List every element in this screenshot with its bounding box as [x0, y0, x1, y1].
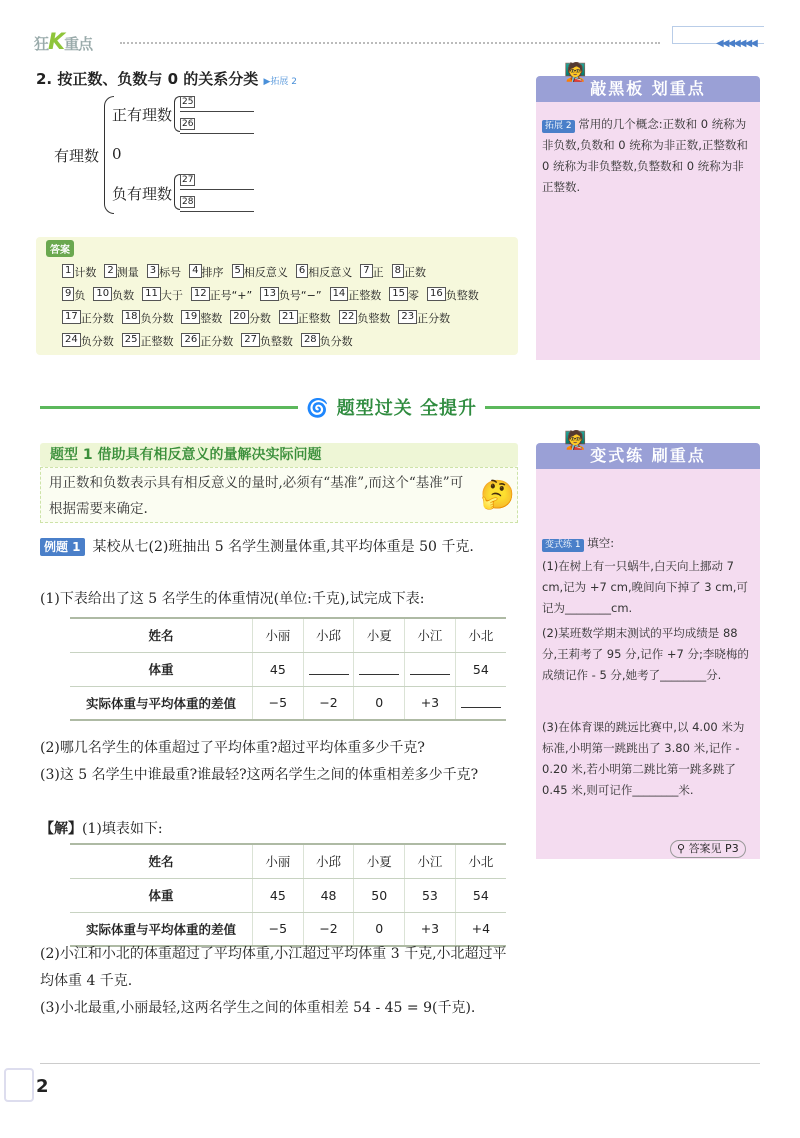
answer-item [62, 287, 85, 303]
section-banner: 🌀 题型过关 全提升 [298, 394, 485, 420]
answer-text: 负数 [112, 289, 135, 302]
answer-text: 零 [408, 289, 420, 302]
type-description: 用正数和负数表示具有相反意义的量时,必须有“基准”,而这个“基准”可根据需要来确定. [40, 467, 518, 523]
answer-number: 7 [360, 264, 372, 278]
answer-item [230, 310, 271, 326]
answer-text: 负号“−” [278, 289, 322, 302]
answer-item [392, 264, 426, 280]
answer-number: 21 [279, 310, 298, 324]
answer-number: 18 [122, 310, 141, 324]
answer-number: 5 [232, 264, 244, 278]
tree-neg: 负有理数 [112, 185, 173, 203]
type-title: 题型 1 借助具有相反意义的量解决实际问题 [40, 443, 518, 467]
answer-text: 正分数 [417, 312, 451, 325]
answer-item [181, 310, 222, 326]
answer-number: 4 [189, 264, 201, 278]
tree-zero: 0 [112, 145, 122, 163]
blank [309, 661, 349, 675]
answer-number: 3 [147, 264, 159, 278]
tree-pos: 正有理数 [112, 106, 173, 124]
answer-item [296, 264, 352, 280]
answer-number: 27 [241, 333, 260, 347]
blank-25: 25 [180, 96, 254, 112]
answer-number: 14 [330, 287, 349, 301]
answer-item [122, 310, 174, 326]
answer-item [360, 264, 383, 280]
answer-text: 正整数 [140, 335, 174, 348]
answer-text: 测量 [116, 266, 139, 279]
answer-number: 17 [62, 310, 81, 324]
answer-item [181, 333, 233, 349]
answer-text: 正数 [404, 266, 426, 279]
answer-number: 15 [389, 287, 408, 301]
thinking-figure-icon: 🤔 [480, 478, 515, 511]
answer-reference: ⚲ 答案见 P3 [670, 840, 746, 858]
answer-text: 正整数 [297, 312, 331, 325]
question-3: (3)这 5 名学生中谁最重?谁最轻?这两名学生之间的体重相差多少千克? [40, 767, 479, 783]
blank-28: 28 [180, 196, 254, 212]
panel-1-tag: 拓展 2 [542, 120, 575, 133]
answer-number: 19 [181, 310, 200, 324]
answer-number: 2 [104, 264, 116, 278]
answer-text: 负整数 [259, 335, 293, 348]
answer-text: 负 [74, 289, 86, 302]
answer-number: 28 [301, 333, 320, 347]
answer-text: 正分数 [200, 335, 234, 348]
practice-3: (3)在体育课的跳远比赛中,以 4.00 米为标准,小明第一跳跳出了 3.80 米,记作 - 0.20 米,若小明第二跳比第一跳多跳了 0.45 米,则可记作________米. [542, 720, 745, 797]
tree-root: 有理数 [54, 147, 100, 165]
answer-item [104, 264, 138, 280]
panel-head-1: 敲黑板 划重点 [536, 76, 760, 102]
answer-item [398, 310, 450, 326]
answer-item [339, 310, 391, 326]
answer-row [62, 310, 458, 326]
blank [410, 661, 450, 675]
question-1: (1)下表给出了这 5 名学生的体重情况(单位:千克),试完成下表: [40, 591, 425, 607]
header-divider [120, 42, 660, 44]
answer-item [427, 287, 479, 303]
answer-number: 16 [427, 287, 446, 301]
answer-item [389, 287, 419, 303]
answer-text: 排序 [201, 266, 224, 279]
blank-26: 26 [180, 118, 254, 134]
answer-text: 负分数 [80, 335, 114, 348]
answer-row [62, 287, 487, 303]
answer-text: 正号“+” [209, 289, 253, 302]
answer-item [147, 264, 181, 280]
panel-head-2: 变式练 刷重点 [536, 443, 760, 469]
question-2: (2)哪几名学生的体重超过了平均体重?超过平均体重多少千克? [40, 740, 425, 756]
example-intro: 例题 1 某校从七(2)班抽出 5 名学生测量体重,其平均体重是 50 千克. [40, 534, 520, 561]
answer-row [62, 264, 434, 280]
solution-1: 【解】(1)填表如下: [40, 821, 163, 837]
practice-tag: 变式练 1 [542, 539, 584, 552]
answer-item [62, 264, 96, 280]
figure-icon: 🧑‍🏫 [564, 62, 587, 83]
answer-number: 13 [260, 287, 279, 301]
panel-1-text: 拓展 2 常用的几个概念:正数和 0 统称为非负数,负数和 0 统称为非正数,正整数和 0 统称为非负整数,负整数和 0 统称为非正整数. [542, 117, 748, 194]
practice-1: (1)在树上有一只蜗牛,白天向上挪动 7 cm,记为 +7 cm,晚间向下掉了 3 cm,可记为________cm. [542, 559, 748, 615]
answer-item [191, 287, 252, 303]
swirl-icon: 🌀 [306, 398, 330, 419]
answer-item [62, 310, 114, 326]
answer-number: 9 [62, 287, 74, 301]
answer-text: 负分数 [319, 335, 353, 348]
answer-number: 26 [181, 333, 200, 347]
answer-text: 正整数 [348, 289, 382, 302]
answer-item [279, 310, 331, 326]
solution-3: (3)小北最重,小丽最轻,这两名学生之间的体重相差 54 - 45 = 9(千克). [40, 1000, 476, 1016]
answer-number: 20 [230, 310, 249, 324]
section-title: 2. 按正数、负数与 0 的关系分类 ▶拓展 2 [36, 70, 297, 88]
answer-number: 12 [191, 287, 210, 301]
weight-table-blank: 姓名 小丽 小邱 小夏 小江 小北 体重 45 54 实际体重与平均体重的差值 −5 −2 0 +3 [70, 617, 506, 721]
answer-text: 计数 [74, 266, 97, 279]
answer-number: 6 [296, 264, 308, 278]
page-number: 2 [36, 1076, 49, 1097]
answer-text: 正 [372, 266, 384, 279]
page-corner-decoration [4, 1068, 34, 1102]
answer-item [330, 287, 382, 303]
answer-item [260, 287, 321, 303]
blank-27: 27 [180, 174, 254, 190]
answer-text: 正分数 [80, 312, 114, 325]
answer-text: 分数 [248, 312, 271, 325]
answer-item [241, 333, 293, 349]
answer-text: 大于 [160, 289, 183, 302]
answer-item [122, 333, 174, 349]
answer-label: 答案 [46, 240, 74, 257]
answer-number: 10 [93, 287, 112, 301]
answer-text: 相反意义 [243, 266, 288, 279]
practice-2: (2)某班数学期末测试的平均成绩是 88 分,王莉考了 95 分,记作 +7 分;李晓梅的成绩记作 - 5 分,她考了________分. [542, 626, 749, 682]
footer-rule [40, 1063, 760, 1064]
answer-item [93, 287, 134, 303]
answer-text: 整数 [200, 312, 223, 325]
solution-2: (2)小江和小北的体重超过了平均体重,小江超过平均体重 3 千克,小北超过平均体重 4 千克. [40, 946, 507, 989]
weight-table-filled: 姓名 小丽 小邱 小夏 小江 小北 体重 45 48 50 53 54 实际体重与平均体重的差值 −5 −2 0 +3 +4 [70, 843, 506, 947]
answer-text: 负分数 [140, 312, 174, 325]
blank [461, 694, 501, 708]
practice-header: 变式练 1 填空: [542, 533, 754, 554]
logo: 狂K重点 [34, 30, 93, 55]
answer-number: 24 [62, 333, 81, 347]
header-arrows: ◀◀◀◀◀◀◀ [716, 38, 756, 49]
answer-item [62, 333, 114, 349]
answer-text: 标号 [159, 266, 182, 279]
answer-row [62, 333, 361, 349]
answer-number: 25 [122, 333, 141, 347]
page-header [0, 0, 800, 70]
answer-item [142, 287, 183, 303]
example-tag: 例题 1 [40, 538, 85, 556]
answer-text: 负整数 [445, 289, 479, 302]
answer-number: 23 [398, 310, 417, 324]
answer-item [301, 333, 353, 349]
figure-icon: 🧑‍🏫 [564, 430, 587, 451]
answer-text: 相反意义 [308, 266, 353, 279]
answer-item [232, 264, 288, 280]
answer-text: 负整数 [357, 312, 391, 325]
answer-number: 1 [62, 264, 74, 278]
answer-number: 22 [339, 310, 358, 324]
pin-icon: ⚲ [677, 842, 686, 855]
answer-item [189, 264, 223, 280]
answer-number: 8 [392, 264, 404, 278]
blank [359, 661, 399, 675]
answer-number: 11 [142, 287, 161, 301]
